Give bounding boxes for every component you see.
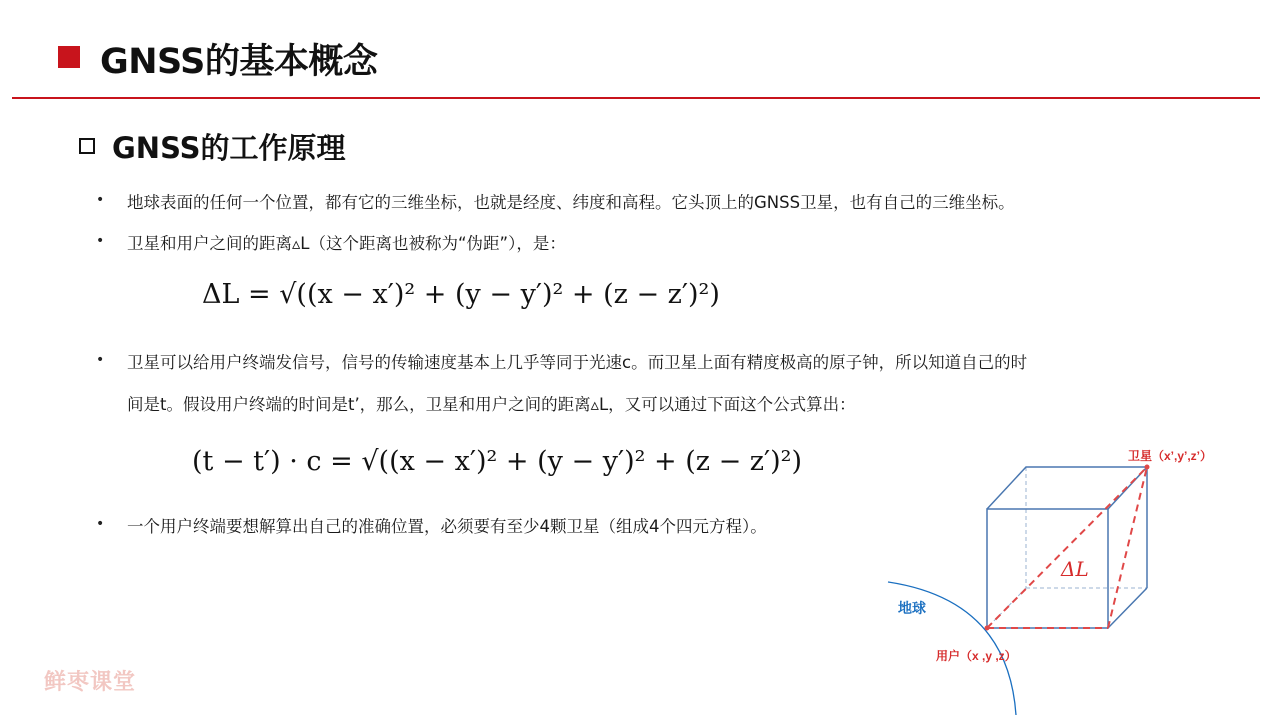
delta-l-label: ΔL <box>1061 557 1089 581</box>
time-distance-formula: (t − t′) · c = √((x − x′)² + (y − y′)² + (z − z′)²) <box>192 446 803 477</box>
bullet-text-3-line-1: 卫星可以给用户终端发信号，信号的传输速度基本上几乎等同于光速c。而卫星上面有精度极高的原子钟，所以知道自己的时 <box>127 353 1028 372</box>
bullet-icon: • <box>96 233 105 249</box>
bullet-text-2: 卫星和用户之间的距离▵L（这个距离也被称为“伪距”），是： <box>127 234 566 253</box>
satellite-point <box>1145 465 1150 470</box>
page-title: GNSS的基本概念 <box>100 42 378 82</box>
bullet-icon: • <box>96 192 105 208</box>
bullet-icon: • <box>96 516 105 532</box>
section-bullet-icon <box>79 138 95 154</box>
earth-label: 地球 <box>898 600 926 616</box>
bullet-text-3-line-2: 间是t。假设用户终端的时间是t’，那么，卫星和用户之间的距离▵L，又可以通过下面这个公式算出： <box>127 395 856 414</box>
satellite-cube-diagram <box>880 440 1240 715</box>
user-label: 用户（x ,y ,z） <box>936 649 1017 663</box>
title-divider <box>12 97 1260 99</box>
distance-formula: ΔL = √((x − x′)² + (y − y′)² + (z − z′)²) <box>202 279 720 310</box>
section-title: GNSS的工作原理 <box>112 131 346 165</box>
bullet-icon: • <box>96 352 105 368</box>
satellite-label: 卫星（x’,y’,z’） <box>1128 449 1213 463</box>
bullet-text-1: 地球表面的任何一个位置，都有它的三维坐标，也就是经度、纬度和高程。它头顶上的GNSS卫星，也有自己的三维坐标。 <box>127 193 1015 212</box>
watermark-logo: 鲜枣课堂 <box>44 670 137 695</box>
title-marker <box>58 46 80 68</box>
user-point <box>985 626 990 631</box>
bullet-text-4: 一个用户终端要想解算出自己的准确位置，必须要有至少4颗卫星（组成4个四元方程）。 <box>127 517 767 536</box>
